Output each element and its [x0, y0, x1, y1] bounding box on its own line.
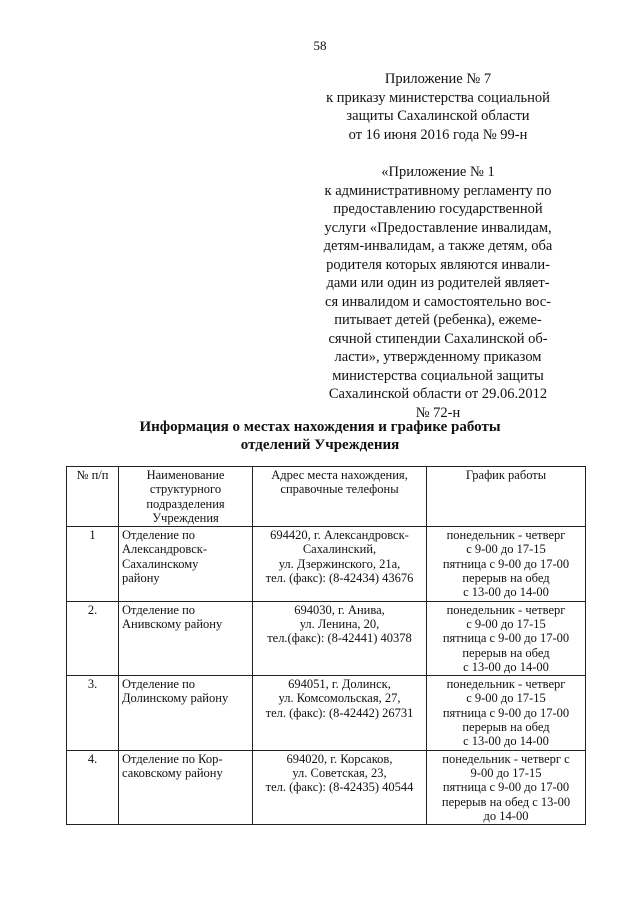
- appendix-line: ласти», утвержденному приказом: [334, 349, 542, 365]
- approval-line: Приложение № 7: [384, 71, 492, 87]
- department-schedule: [427, 750, 586, 824]
- approval-line: от 16 июня 2016 года № 99-н: [348, 126, 528, 143]
- department-name: [119, 527, 253, 601]
- header-text: подразделения: [146, 496, 225, 511]
- header-schedule: [427, 467, 586, 527]
- cell-text: тел. (факс): (8-42435) 40544: [265, 780, 414, 795]
- cell-text: району: [122, 571, 160, 586]
- header-text: График работы: [465, 468, 547, 482]
- appendix-line: к административному регламенту по: [324, 182, 552, 199]
- table-row: [67, 676, 586, 750]
- header-text: Адрес места нахождения,: [271, 468, 408, 482]
- cell-text: 9-00 до 17-15: [470, 765, 542, 780]
- department-name: [119, 676, 253, 750]
- table-row: [67, 601, 586, 675]
- cell-text: тел.(факс): (8-42441) 40378: [267, 631, 412, 646]
- cell-text: 694420, г. Александровск-: [270, 528, 409, 543]
- cell-text: понедельник - четверг: [446, 602, 566, 617]
- appendix-line: «Приложение № 1: [381, 164, 495, 180]
- appendix-line: питывает детей (ребенка), ежеме-: [334, 312, 542, 328]
- appendix-line: № 72-н: [415, 404, 461, 421]
- cell-text: тел. (факс): (8-42434) 43676: [265, 571, 414, 586]
- row-number: [67, 601, 119, 675]
- appendix-line: детям-инвалидам, а также детям, оба: [323, 238, 553, 254]
- department-address: [253, 750, 427, 824]
- cell-text: Анивскому району: [122, 616, 223, 631]
- cell-text: понедельник - четверг: [446, 528, 566, 543]
- appendix-line: предоставлению государственной: [333, 201, 543, 217]
- cell-text: ул. Комсомольская, 27,: [278, 691, 401, 706]
- cell-text: перерыв на обед: [462, 571, 550, 586]
- cell-text: 694030, г. Анива,: [294, 602, 385, 617]
- cell-text: 4.: [87, 751, 98, 766]
- cell-text: Долинскому району: [122, 691, 229, 706]
- cell-text: ул. Ленина, 20,: [299, 616, 380, 631]
- cell-text: 1: [89, 528, 96, 543]
- header-name: [119, 467, 253, 527]
- cell-text: перерыв на обед с 13-00: [441, 794, 571, 809]
- cell-text: ул. Советская, 23,: [292, 765, 387, 780]
- cell-text: 694051, г. Долинск,: [288, 677, 391, 692]
- department-schedule: [427, 676, 586, 750]
- table-header-row: [67, 467, 586, 527]
- header-text: Учреждения: [152, 510, 219, 525]
- department-schedule: [427, 527, 586, 601]
- cell-text: с 9-00 до 17-15: [466, 616, 546, 631]
- appendix-line: сячной стипендии Сахалинской об-: [328, 330, 548, 347]
- cell-text: до 14-00: [483, 808, 529, 823]
- header-text: структурного: [149, 482, 222, 497]
- cell-text: 3.: [87, 677, 98, 692]
- table-row: [67, 527, 586, 601]
- cell-text: пятница с 9-00 до 17-00: [442, 556, 570, 571]
- cell-text: перерыв на обед: [462, 645, 550, 660]
- cell-text: саковскому району: [122, 765, 223, 780]
- cell-text: с 13-00 до 14-00: [463, 734, 549, 749]
- cell-text: 694020, г. Корсаков,: [286, 751, 393, 766]
- header-text: Наименование: [146, 468, 225, 482]
- department-name: [119, 601, 253, 675]
- cell-text: 2.: [87, 602, 98, 617]
- cell-text: Отделение по: [122, 602, 196, 617]
- appendix-line: дами или один из родителей являет-: [326, 275, 550, 291]
- cell-text: Отделение по Кор-: [122, 751, 223, 766]
- cell-text: с 13-00 до 14-00: [463, 585, 549, 600]
- cell-text: пятница с 9-00 до 17-00: [442, 631, 570, 646]
- cell-text: пятница с 9-00 до 17-00: [442, 705, 570, 720]
- header-address: [253, 467, 427, 527]
- cell-text: пятница с 9-00 до 17-00: [442, 780, 570, 795]
- cell-text: с 9-00 до 17-15: [466, 542, 546, 557]
- table-row: [67, 750, 586, 824]
- cell-text: понедельник - четверг с: [442, 751, 570, 766]
- cell-text: тел. (факс): (8-42442) 26731: [265, 705, 414, 720]
- approval-block: [300, 70, 576, 422]
- cell-text: Александровск-: [122, 542, 207, 557]
- appendix-line: родителя которых являются инвали-: [326, 256, 550, 273]
- approval-gap: [300, 144, 576, 163]
- page-number: 58: [313, 38, 327, 53]
- appendix-line: министерства социальной защиты: [332, 367, 544, 384]
- row-number: [67, 676, 119, 750]
- appendix-line: услуги «Предоставление инвалидам,: [324, 219, 552, 236]
- cell-text: ул. Дзержинского, 21а,: [278, 556, 401, 571]
- header-text: № п/п: [76, 468, 109, 482]
- cell-text: Сахалинский,: [302, 542, 377, 557]
- header-text: справочные телефоны: [280, 482, 399, 497]
- approval-line: к приказу министерства социальной: [326, 89, 550, 106]
- document-title-line: отделений Учреждения: [240, 437, 400, 453]
- departments-table: [66, 466, 586, 825]
- header-number: [67, 467, 119, 527]
- cell-text: с 9-00 до 17-15: [466, 691, 546, 706]
- cell-text: с 13-00 до 14-00: [463, 659, 549, 674]
- department-address: [253, 601, 427, 675]
- cell-text: Отделение по: [122, 677, 196, 692]
- cell-text: перерыв на обед: [462, 720, 550, 735]
- document-title-line: Информация о местах нахождения и графике работы: [139, 419, 501, 435]
- cell-text: Сахалинскому: [122, 556, 199, 571]
- row-number: [67, 527, 119, 601]
- cell-text: Отделение по: [122, 528, 196, 543]
- appendix-line: ся инвалидом и самостоятельно вос-: [325, 293, 551, 310]
- row-number: [67, 750, 119, 824]
- department-name: [119, 750, 253, 824]
- document-title: [100, 418, 540, 454]
- cell-text: понедельник - четверг: [446, 677, 566, 692]
- department-address: [253, 527, 427, 601]
- appendix-line: Сахалинской области от 29.06.2012: [328, 386, 548, 402]
- department-schedule: [427, 601, 586, 675]
- department-address: [253, 676, 427, 750]
- approval-line: защиты Сахалинской области: [346, 108, 530, 124]
